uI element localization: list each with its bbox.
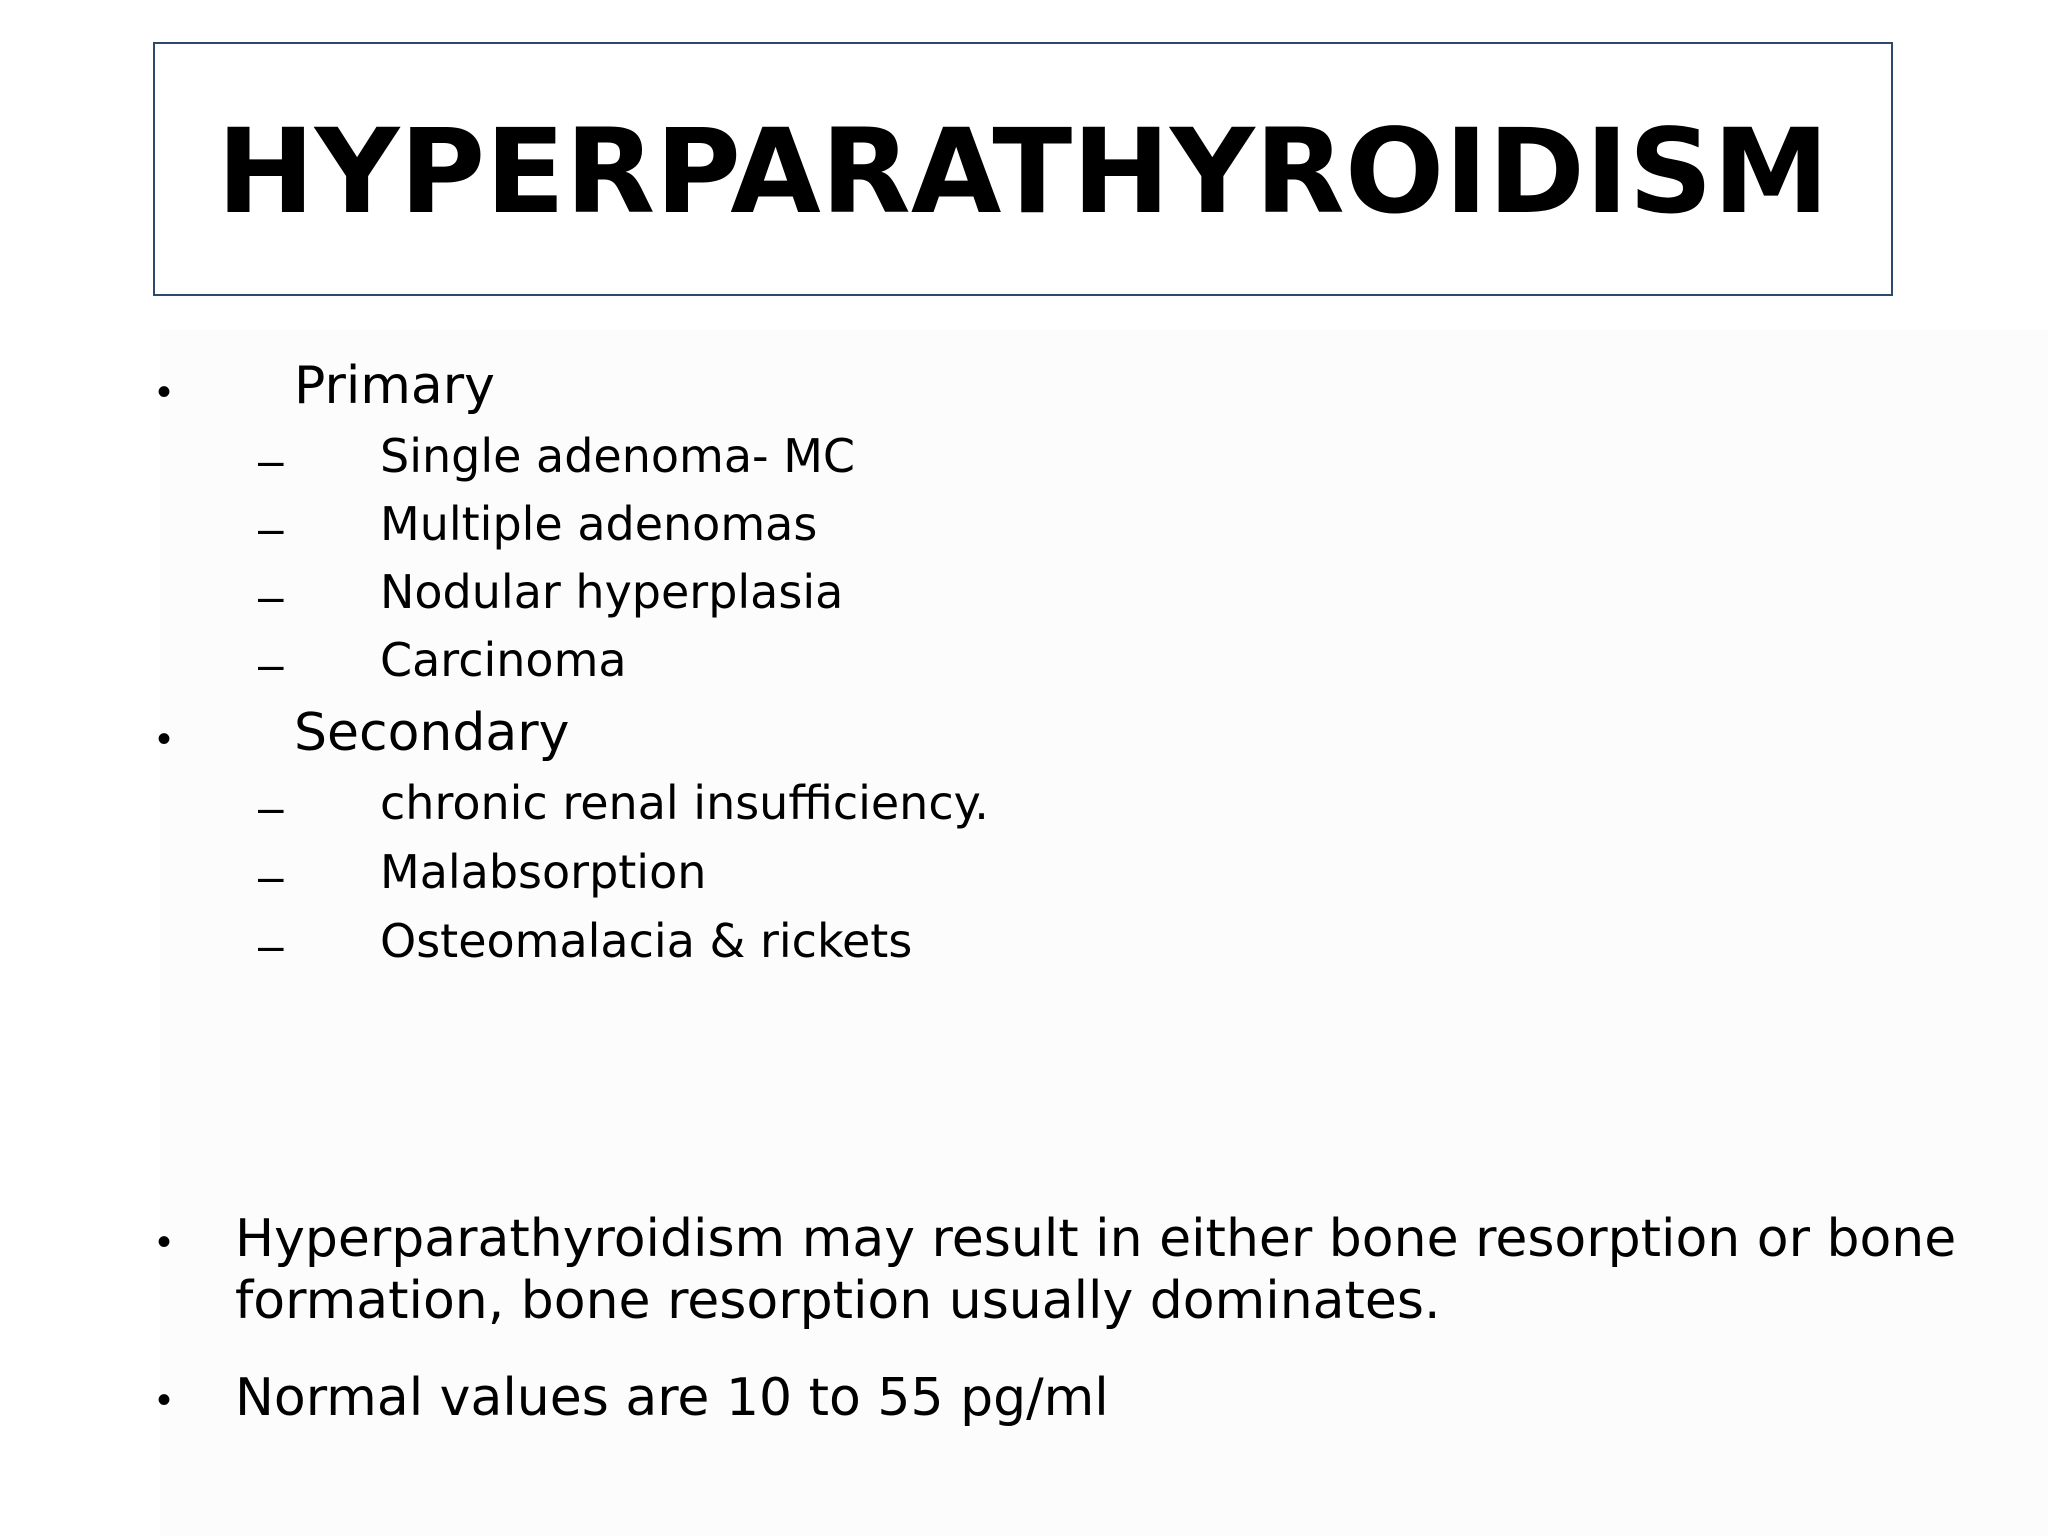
bullet-icon: •: [157, 1378, 172, 1422]
dash-icon: –: [258, 570, 284, 622]
list-item: Osteomalacia & rickets: [380, 914, 913, 968]
note-paragraph: Normal values are 10 to 55 pg/ml: [235, 1368, 1109, 1428]
note-paragraph: Hyperparathyroidism may result in either bone resorption or bone formation, bone resorption usually dominates.: [235, 1209, 1957, 1331]
list-item: Carcinoma: [380, 633, 627, 687]
slide-title: HYPERPARATHYROIDISM: [216, 102, 1830, 240]
list-item: chronic renal insufficiency.: [380, 776, 989, 830]
dash-icon: –: [258, 434, 284, 486]
list-item: Multiple adenomas: [380, 497, 818, 551]
section-heading-primary: Primary: [294, 356, 495, 416]
section-heading-secondary: Secondary: [294, 703, 570, 763]
list-item: Malabsorption: [380, 845, 707, 899]
dash-icon: –: [258, 638, 284, 690]
dash-icon: –: [258, 919, 284, 971]
bullet-icon: •: [157, 370, 172, 414]
list-item: Nodular hyperplasia: [380, 565, 844, 619]
bullet-icon: •: [157, 717, 172, 761]
bullet-icon: •: [157, 1220, 172, 1264]
dash-icon: –: [258, 781, 284, 833]
dash-icon: –: [258, 502, 284, 554]
list-item: Single adenoma- MC: [380, 429, 856, 483]
title-box: [153, 42, 1893, 296]
dash-icon: –: [258, 850, 284, 902]
